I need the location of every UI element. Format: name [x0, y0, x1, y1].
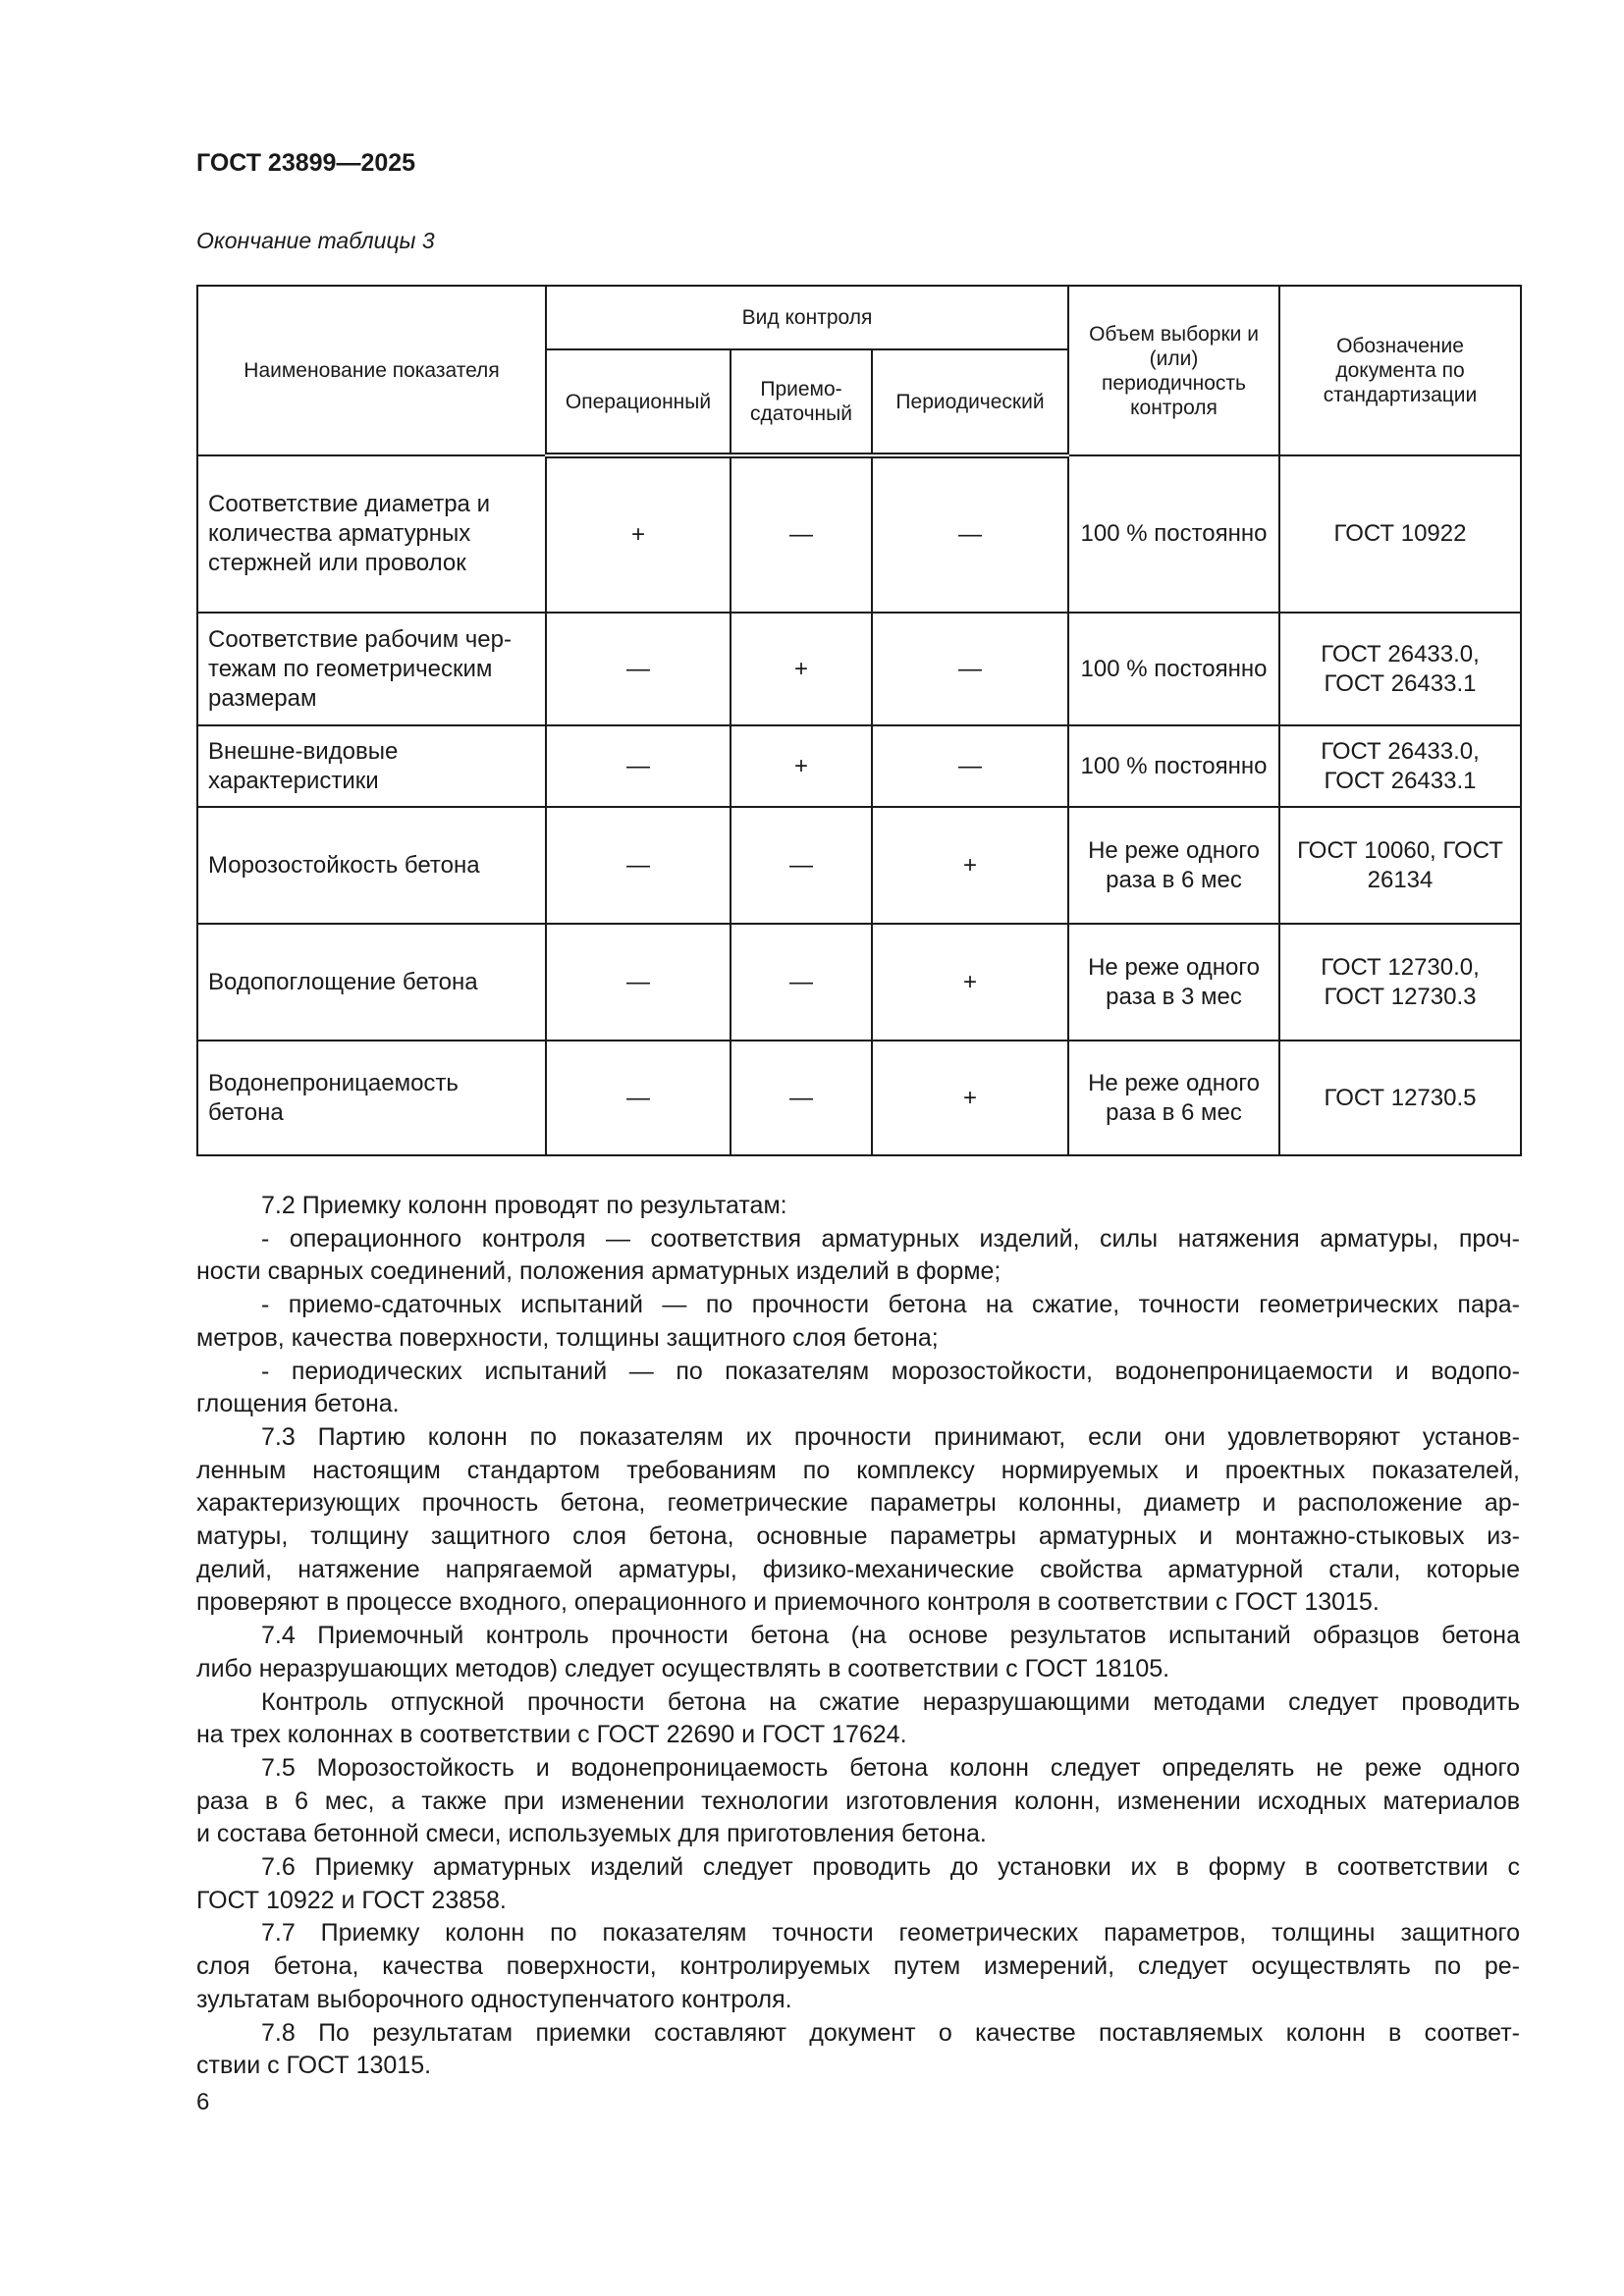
page-number: 6	[196, 2089, 210, 2115]
paragraph	[196, 1289, 1520, 1355]
operational-mark: —	[546, 725, 731, 807]
text-line: - приемо-сдаточных испытаний — по прочности бетона на сжатие, точности геометрических пара-	[261, 1291, 1520, 1319]
paragraph	[196, 1223, 1520, 1289]
row-name: Водонепроницаемость бетона	[197, 1041, 546, 1155]
document-cell: ГОСТ 26433.0, ГОСТ 26433.1	[1279, 725, 1521, 807]
periodic-mark: +	[872, 807, 1068, 924]
document-cell: ГОСТ 12730.5	[1279, 1041, 1521, 1155]
body-text	[196, 1190, 1520, 2083]
acceptance-mark: +	[731, 725, 872, 807]
header-acceptance: Приемо-сдаточный	[731, 349, 872, 455]
acceptance-mark: —	[731, 924, 872, 1041]
header-document: Обозначение документа по стандартизации	[1279, 286, 1521, 455]
periodic-mark: —	[872, 613, 1068, 725]
acceptance-mark: —	[731, 455, 872, 613]
header-name: Наименование показателя	[197, 286, 546, 455]
text-line: 7.4 Приемочный контроль прочности бетона (на основе результатов испытаний образцов бетона	[261, 1622, 1520, 1650]
document-cell: ГОСТ 10060, ГОСТ 26134	[1279, 807, 1521, 924]
header-volume: Объем выборки и (или) периодичность контроля	[1068, 286, 1279, 455]
table-row	[197, 1041, 1521, 1155]
table-caption: Окончание таблицы 3	[196, 228, 435, 253]
text-line: 7.6 Приемку арматурных изделий следует проводить до установки их в форму в соответствии с	[261, 1853, 1520, 1882]
text-line: - операционного контроля — соответствия арматурных изделий, силы натяжения арматуры, проч-	[261, 1224, 1520, 1253]
header-operational: Операционный	[546, 349, 731, 455]
table-row	[197, 725, 1521, 807]
paragraph	[196, 2017, 1520, 2083]
operational-mark: —	[546, 1041, 731, 1155]
text-line: либо неразрушающих методов) следует осуществлять в соответствии с ГОСТ 18105.	[196, 1654, 1170, 1682]
text-line: метров, качества поверхности, толщины защитного слоя бетона;	[196, 1323, 939, 1352]
row-name: Морозостойкость бетона	[197, 807, 546, 924]
text-line: раза в 6 мес, а также при изменении технологии изготовления колонн, изменении исходных материалов	[196, 1787, 1520, 1815]
header-control-kind: Вид контроля	[546, 286, 1068, 349]
volume-cell: 100 % постоянно	[1068, 725, 1279, 807]
text-line: - периодических испытаний — по показателям морозостойкости, водонепроницаемости и водопо-	[261, 1357, 1520, 1385]
text-line: ствии с ГОСТ 13015.	[196, 2052, 432, 2080]
row-name: Водопоглощение бетона	[197, 924, 546, 1041]
periodic-mark: —	[872, 725, 1068, 807]
text-line: 7.2 Приемку колонн проводят по результатам:	[261, 1192, 787, 1219]
text-line: матуры, толщину защитного слоя бетона, основные параметры арматурных и монтажно-стыковых из-	[196, 1522, 1520, 1551]
document-code: ГОСТ 23899—2025	[196, 149, 416, 177]
table-row	[197, 613, 1521, 725]
header-periodic: Периодический	[872, 349, 1068, 455]
periodic-mark: —	[872, 455, 1068, 613]
text-line: ности сварных соединений, положения арматурных изделий в форме;	[196, 1257, 1001, 1286]
paragraph	[196, 1421, 1520, 1620]
paragraph	[196, 1356, 1520, 1421]
row-name: Соответствие диаметра и количества арматурных стержней или проволок	[197, 455, 546, 613]
text-line: ленным настоящим стандартом требованиям по комплексу нормируемых и проектных показателей,	[196, 1456, 1520, 1484]
paragraph	[196, 1917, 1520, 2016]
acceptance-mark: —	[731, 1041, 872, 1155]
operational-mark: —	[546, 924, 731, 1041]
text-line: Контроль отпускной прочности бетона на сжатие неразрушающими методами следует проводить	[261, 1687, 1520, 1716]
paragraph	[196, 1190, 1520, 1223]
paragraph	[196, 1620, 1520, 1685]
text-line: 7.3 Партию колонн по показателям их прочности принимают, если они удовлетворяют установ-	[261, 1422, 1520, 1451]
text-line: и состава бетонной смеси, используемых для приготовления бетона.	[196, 1820, 987, 1848]
text-line: глощения бетона.	[196, 1390, 400, 1418]
operational-mark: +	[546, 455, 731, 613]
control-table	[196, 285, 1522, 1156]
paragraph	[196, 1686, 1520, 1752]
volume-cell: Не реже одного раза в 6 мес	[1068, 807, 1279, 924]
document-cell: ГОСТ 12730.0, ГОСТ 12730.3	[1279, 924, 1521, 1041]
operational-mark: —	[546, 613, 731, 725]
acceptance-mark: +	[731, 613, 872, 725]
table-row	[197, 807, 1521, 924]
text-line: характеризующих прочность бетона, геометрические параметры колонны, диаметр и расположение ар-	[196, 1489, 1520, 1518]
operational-mark: —	[546, 807, 731, 924]
acceptance-mark: —	[731, 807, 872, 924]
text-line: зультатам выборочного одноступенчатого контроля.	[196, 1985, 792, 2013]
row-name: Внешне-видовые характеристики	[197, 725, 546, 807]
volume-cell: Не реже одного раза в 3 мес	[1068, 924, 1279, 1041]
text-line: 7.5 Морозостойкость и водонепроницаемость бетона колонн следует определять не реже одного	[261, 1753, 1520, 1782]
text-line: слоя бетона, качества поверхности, контролируемых путем измерений, следует осуществлять по ре-	[196, 1952, 1520, 1981]
text-line: ГОСТ 10922 и ГОСТ 23858.	[196, 1886, 507, 1914]
document-cell: ГОСТ 10922	[1279, 455, 1521, 613]
row-name: Соответствие рабочим чертежам по геометрическим размерам	[197, 613, 546, 725]
periodic-mark: +	[872, 924, 1068, 1041]
table-row	[197, 924, 1521, 1041]
text-line: 7.7 Приемку колонн по показателям точности геометрических параметров, толщины защитного	[261, 1919, 1520, 1948]
volume-cell: 100 % постоянно	[1068, 455, 1279, 613]
table-row	[197, 455, 1521, 613]
periodic-mark: +	[872, 1041, 1068, 1155]
volume-cell: 100 % постоянно	[1068, 613, 1279, 725]
text-line: проверяют в процессе входного, операционного и приемочного контроля в соответствии с ГОСТ 13015.	[196, 1588, 1380, 1617]
text-line: делий, натяжение напрягаемой арматуры, физико-механические свойства арматурной стали, которые	[196, 1555, 1520, 1583]
volume-cell: Не реже одного раза в 6 мес	[1068, 1041, 1279, 1155]
paragraph	[196, 1752, 1520, 1851]
paragraph	[196, 1851, 1520, 1917]
document-cell: ГОСТ 26433.0, ГОСТ 26433.1	[1279, 613, 1521, 725]
text-line: на трех колоннах в соответствии с ГОСТ 22690 и ГОСТ 17624.	[196, 1721, 907, 1749]
text-line: 7.8 По результатам приемки составляют документ о качестве поставляемых колонн в соответ-	[261, 2018, 1520, 2047]
